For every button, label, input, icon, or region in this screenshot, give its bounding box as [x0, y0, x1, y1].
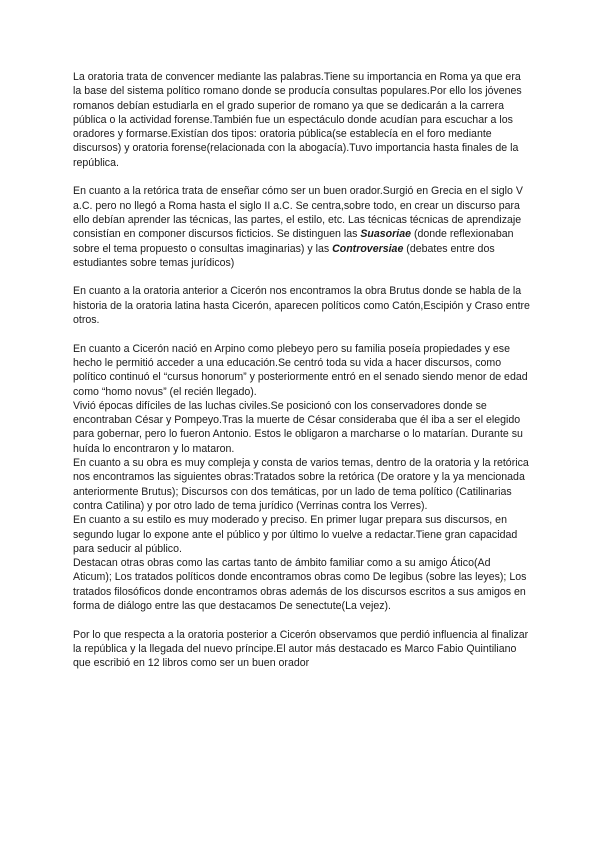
retorica-text-after: (debates entre dos estudiantes sobre temas jurídicos)	[73, 242, 495, 269]
term-controversiae: Controversiae	[332, 242, 404, 255]
document-body	[73, 70, 531, 685]
paragraph-retorica	[73, 184, 531, 270]
paragraph-ciceron-vida: En cuanto a Cicerón nació en Arpino como plebeyo pero su familia poseía propiedades y ese hecho le permitió acceder a una educación.Se centró toda su vida a hacer discursos, como político continuó el “cursus honorum” y posteriormente entró en el senado siendo menor de edad como “homo novus” (el recién llegado).	[73, 342, 528, 398]
paragraph-ciceron-obra: En cuanto a su obra es muy compleja y consta de varios temas, dentro de la oratoria y la retórica nos encontramos las siguientes obras:Tratados sobre la retórica (De oratore y la ya mencionada anteriormente Brutus); Discursos con dos temáticas, por un lado de tema político (Catilinarias contra Catilina) y por otro lado de tema jurídico (Verrinas contra los Verres).	[73, 457, 529, 512]
paragraph-oratoria-anterior: En cuanto a la oratoria anterior a Cicerón nos encontramos la obra Brutus donde se habla de la historia de la oratoria latina hasta Cicerón, aparecen políticos como Catón,Escipión y Craso entre otros.	[73, 285, 530, 327]
term-suasoriae: Suasoriae	[360, 228, 412, 241]
paragraph-ciceron-otras-obras: Destacan otras obras como las cartas tanto de ámbito familiar como a su amigo Ático(Ad Aticum); Los tratados políticos donde encontramos obras como De legibus (sobre las leyes); Los tratados filosóficos donde encontramos obras además de los discursos escritos a sus amigos en forma de diálogo entre las que destacamos De senectute(La vejez).	[73, 557, 527, 612]
paragraph-oratoria-intro: La oratoria trata de convencer mediante las palabras.Tiene su importancia en Roma ya que era la base del sistema político romano donde se producía consultas populares.Por ello los jóvenes romanos debían estudiarla en el grado superior de romano ya que se dedicarán a la carrera pública o la actividad forense.También fue un espectáculo donde acudían para escuchar a los oradores y formarse.Existían dos tipos: oratoria pública(se establecía en el foro mediante discursos) y oratoria forense(relacionada con la abogacía).Tuvo importancia hasta finales de la república.	[73, 71, 522, 169]
paragraph-ciceron-estilo: En cuanto a su estilo es muy moderado y preciso. En primer lugar prepara sus discursos, en segundo lugar lo expone ante el público y por último lo vuelve a redactar.Tiene gran capacidad para seducir al público.	[73, 514, 518, 555]
retorica-text-middle: (donde reflexionaban sobre el tema propuesto o consultas imaginarias) y las	[73, 228, 514, 255]
paragraph-ciceron-epoca: Vivió épocas difíciles de las luchas civiles.Se posicionó con los conservadores donde se encontraban César y Pompeyo.Tras la muerte de César consideraba que él iba a ser el elegido para gobernar, pero lo fueron Antonio. Estos le obligaron a marcharse o lo matarían. Durante su huída lo encontraron y lo mataron.	[73, 399, 523, 455]
retorica-text-before: En cuanto a la retórica trata de enseñar cómo ser un buen orador.Surgió en Grecia en el siglo V a.C. pero no llegó a Roma hasta el siglo II a.C. Se centra,sobre todo, en crear un discurso para ello debían aprender las técnicas, las partes, el estilo, etc. Las técnicas técnicas de aprendizaje consistían en componer discursos ficticios. Se distinguen las	[73, 185, 523, 241]
paragraph-oratoria-posterior: Por lo que respecta a la oratoria posterior a Cicerón observamos que perdió influencia al finalizar la república y la llegada del nuevo príncipe.El autor más destacado es Marco Fabio Quintiliano que escribió en 12 libros como ser un buen orador	[73, 628, 529, 670]
